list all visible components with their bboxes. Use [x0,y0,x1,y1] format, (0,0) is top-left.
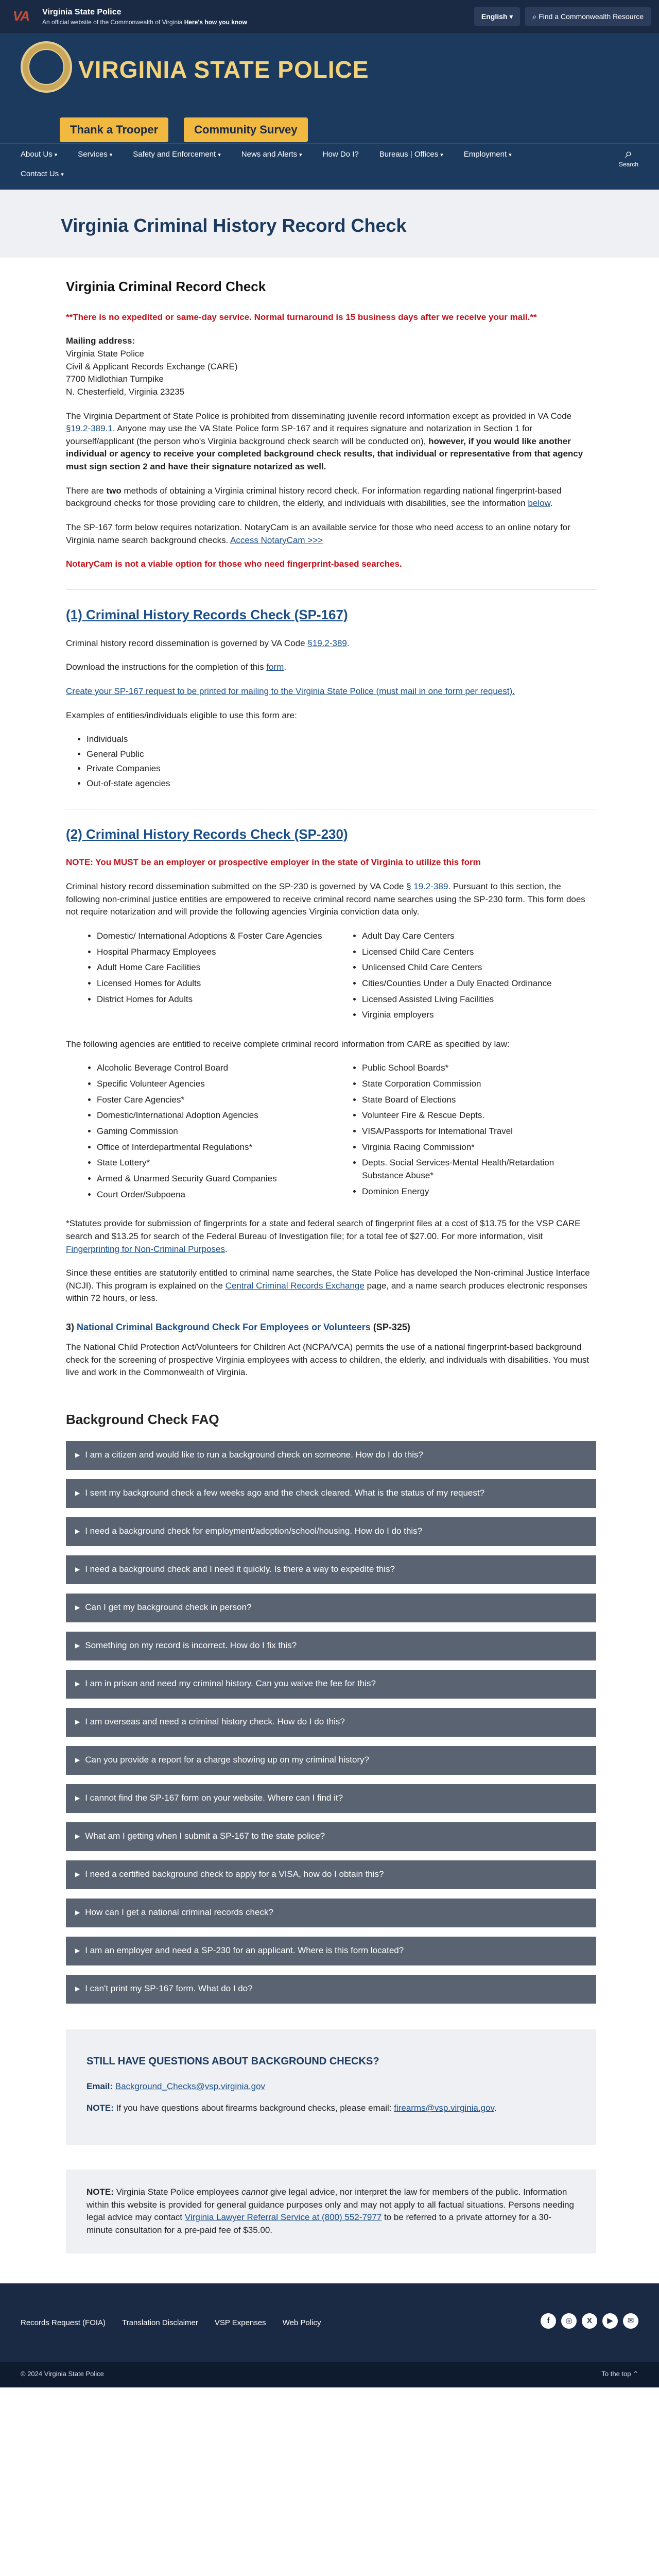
questions-box [66,2029,596,2145]
list-item: • Virginia employers [362,1009,596,1022]
gov-topbar [0,0,659,33]
email-icon[interactable]: ✉ [623,2313,638,2329]
footer-link-translation[interactable]: Translation Disclaimer [122,2318,198,2327]
list-item: • Private Companies [86,762,596,775]
youtube-icon[interactable]: ▶ [602,2313,618,2329]
notarycam-paragraph: The SP-167 form below requires notarization. NotaryCam is an available service for those who need access to an online notary for Virginia name search background checks. Access NotaryCam >>> [66,522,570,545]
faq-item[interactable]: ▶ I am a citizen and would like to run a background check on someone. How do I do this? [66,1441,596,1470]
footer-link-foia[interactable]: Records Request (FOIA) [21,2318,106,2327]
fingerprinting-link[interactable]: Fingerprinting for Non-Criminal Purposes [66,1244,225,1254]
list-item: • Depts. Social Services-Mental Health/Retardation Substance Abuse* [362,1157,596,1182]
caret-right-icon: ▶ [75,1451,80,1459]
list-item: • Licensed Homes for Adults [97,977,331,990]
list-item: • Adult Home Care Facilities [97,961,331,974]
va-code-19-2-389-link-2[interactable]: § 19.2-389 [406,882,448,892]
sp167-eligible: Examples of entities/individuals eligible to use this form are: [66,710,297,720]
legal-disclaimer: NOTE: Virginia State Police employees cannot give legal advice, nor interpret the law for members of the public. Information within this website is provided for general guidance purposes only and may not apply to all factual situations. Persons needing legal advice may contact Virginia Lawyer Referral Service at (800) 552-7977 to be referred to a private attorney for a 30-minute consultation for a pre-paid fee of $35.00. [66,2170,596,2253]
list-item: • District Homes for Adults [97,993,331,1006]
questions-email: Email: Background_Checks@vsp.virginia.gov [86,2081,266,2091]
list-item: • Unlicensed Child Care Centers [362,961,596,974]
list-item: • Specific Volunteer Agencies [97,1078,331,1091]
footer-bottom-bar [0,2362,659,2387]
list-item: • Hospital Pharmacy Employees [97,946,331,959]
create-sp167-link[interactable]: Create your SP-167 request to be printed for mailing to the Virginia State Police (must mail in one form per request). [66,686,515,696]
main-content [66,258,596,2253]
language-select[interactable]: English ▾ [474,7,520,26]
faq-item[interactable]: ▶ I cannot find the SP-167 form on your website. Where can I find it? [66,1784,596,1813]
list-item: • State Lottery* [97,1157,331,1170]
state-police-seal[interactable] [21,41,72,93]
chevron-down-icon: ▾ [218,152,221,158]
va-code-19-2-389-link[interactable]: §19.2-389 [307,638,347,648]
caret-right-icon: ▶ [75,1680,80,1688]
list-item: • Out-of-state agencies [86,777,596,790]
search-icon: ⌕ [625,145,633,161]
background-checks-email-link[interactable]: Background_Checks@vsp.virginia.gov [115,2081,266,2091]
to-top-link[interactable]: To the top ⌃ [601,2370,638,2378]
caret-right-icon: ▶ [75,1566,80,1573]
central-records-link[interactable]: Central Criminal Records Exchange [225,1280,365,1291]
caret-right-icon: ▶ [75,1756,80,1764]
caret-right-icon: ▶ [75,1794,80,1802]
turnaround-notice: **There is no expedited or same-day service. Normal turnaround is 15 business days after we receive your mail.** [66,312,537,322]
caret-right-icon: ▶ [75,1871,80,1878]
juvenile-record-paragraph: The Virginia Department of State Police is prohibited from disseminating juvenile record information except as provided in VA Code §19.2-389.1. Anyone may use the VA State Police form SP-167 and it requires signature and notarization in Section 1 for yourself/applicant (the person who's Virginia background check search will be conducted on), however, if you would like another individual or agency to receive your completed background check results, that individual or representative from that agency must sign section 2 and have their signature notarized as well. [66,411,583,472]
nav-news[interactable]: News and Alerts ▾ [241,150,302,159]
notarycam-warning: NotaryCam is not a viable option for those who need fingerprint-based searches. [66,559,402,569]
faq-item[interactable]: ▶ What am I getting when I submit a SP-167 to the state police? [66,1822,596,1851]
care-agencies-intro: The following agencies are entitled to receive complete criminal record information from CARE as specified by law: [66,1039,510,1049]
faq-item[interactable]: ▶ I need a certified background check to apply for a VISA, how do I obtain this? [66,1860,596,1889]
care-agencies-list [86,1062,596,1204]
caret-right-icon: ▶ [75,1909,80,1917]
main-nav [0,143,659,190]
list-item: • Adult Day Care Centers [362,930,596,943]
list-item: • VISA/Passports for International Travel [362,1125,596,1138]
list-item: • State Board of Elections [362,1094,596,1107]
nav-employment[interactable]: Employment ▾ [463,150,512,159]
how-you-know-link[interactable]: Here's how you know [184,18,247,26]
ncji-paragraph: Since these entities are statutorily entitled to criminal name searches, the State Police has developed the Non-criminal Justice Interface (NCJI). This program is explained on the Central Criminal Records Exchange page, and a name search produces electronic responses within 72 hours, or less. [66,1268,590,1303]
caret-right-icon: ▶ [75,1528,80,1535]
community-survey-button[interactable]: Community Survey [184,117,308,142]
list-item: • Armed & Unarmed Security Guard Companies [97,1173,331,1185]
list-item: • Cities/Counties Under a Duly Enacted Ordinance [362,977,596,990]
faq-list [66,1441,596,2004]
firearms-note: NOTE: If you have questions about firearms background checks, please email: firearms@vsp.virginia.gov. [86,2103,497,2113]
methods-paragraph: There are two methods of obtaining a Virginia criminal history record check. For information regarding national fingerprint-based background checks for those providing care to children, the elderly, and individuals with disabilities, see the information below. [66,485,562,509]
section-title: Virginia Criminal Record Check [66,279,266,294]
list-item: • Office of Interdepartmental Regulations* [97,1141,331,1154]
list-item: • Dominion Energy [362,1185,596,1198]
caret-right-icon: ▶ [75,1985,80,1993]
faq-item[interactable]: ▶ Can I get my background check in person? [66,1594,596,1622]
footer-link-expenses[interactable]: VSP Expenses [214,2318,266,2327]
gov-agency-name: Virginia State Police [42,7,122,16]
sp230-governed: Criminal history record dissemination submitted on the SP-230 is governed by VA Code § 19.2-389. Pursuant to this section, the following non-criminal justice entities are empowered to receive criminal record name searches using the SP-230 form. This form does not require notarization and will provide the following agencies Virginia conviction data only. [66,882,585,917]
list-item: • Domestic/International Adoption Agencies [97,1109,331,1122]
search-icon: ⌕ [532,12,537,21]
list-item: • Domestic/ International Adoptions & Foster Care Agencies [97,930,331,943]
footer-link-web-policy[interactable]: Web Policy [282,2318,321,2327]
site-search-button[interactable]: ⌕ Search [618,145,638,168]
faq-item[interactable]: ▶ I am in prison and need my criminal history. Can you waive the fee for this? [66,1670,596,1699]
faq-item[interactable]: ▶ I am an employer and need a SP-230 for an applicant. Where is this form located? [66,1937,596,1965]
nav-services[interactable]: Services ▾ [78,150,113,159]
chevron-down-icon: ▾ [54,152,58,158]
list-item: • Court Order/Subpoena [97,1189,331,1201]
list-item: • General Public [86,748,596,761]
questions-title: STILL HAVE QUESTIONS ABOUT BACKGROUND CHECKS? [86,2055,379,2067]
sp230-note: NOTE: You MUST be an employer or prospective employer in the state of Virginia to utilize this form [66,857,481,868]
sp230-entities-list [86,930,596,1025]
lawyer-referral-link[interactable]: Virginia Lawyer Referral Service at (800) 552-7977 [184,2212,382,2223]
site-footer [0,2283,659,2362]
nav-safety[interactable]: Safety and Enforcement ▾ [133,150,221,159]
chevron-down-icon: ▾ [440,152,443,158]
list-item: • Gaming Commission [97,1125,331,1138]
faq-item[interactable]: ▶ Can you provide a report for a charge showing up on my criminal history? [66,1746,596,1775]
find-resource-button[interactable]: ⌕ Find a Commonwealth Resource [525,7,651,26]
sp167-create [66,685,596,698]
chevron-down-icon: ▾ [509,152,512,158]
below-link[interactable]: below [528,498,550,509]
faq-item[interactable]: ▶ I am overseas and need a criminal history check. How do I do this? [66,1708,596,1737]
faq-item[interactable]: ▶ Something on my record is incorrect. How do I fix this? [66,1632,596,1660]
thank-trooper-button[interactable]: Thank a Trooper [60,117,168,142]
nav-bureaus[interactable]: Bureaus | Offices ▾ [379,150,443,159]
list-item: • Foster Care Agencies* [97,1094,331,1107]
caret-right-icon: ▶ [75,1718,80,1726]
mailing-address: Mailing address: Virginia State Police Civil & Applicant Records Exchange (CARE) 7700 Midlothian Turnpike N. Chesterfield, Virginia 23235 [66,336,238,397]
nav-about-us[interactable]: About Us ▾ [21,150,58,159]
list-item: • State Corporation Commission [362,1078,596,1091]
list-item: • Alcoholic Beverage Control Board [97,1062,331,1075]
faq-item[interactable]: ▶ I sent my background check a few weeks ago and the check cleared. What is the status of my request? [66,1479,596,1508]
faq-title: Background Check FAQ [66,1412,219,1428]
national-background-check-link[interactable]: National Criminal Background Check For Employees or Volunteers [77,1322,371,1333]
notarycam-link[interactable]: Access NotaryCam >>> [230,535,323,545]
section-sp230-title[interactable]: (2) Criminal History Records Check (SP-230) [66,809,596,844]
x-twitter-icon[interactable]: X [582,2313,597,2329]
list-item: • Licensed Assisted Living Facilities [362,993,596,1006]
firearms-email-link[interactable]: firearms@vsp.virginia.gov [394,2103,494,2113]
list-item: • Individuals [86,733,596,746]
site-header [0,33,659,143]
site-title[interactable]: VIRGINIA STATE POLICE [78,56,369,83]
nav-contact-us[interactable]: Contact Us ▾ [21,169,64,178]
sp167-instructions: Download the instructions for the completion of this form. [66,662,287,672]
caret-right-icon: ▶ [75,1947,80,1955]
nav-how-do-i[interactable]: How Do I? [322,150,359,159]
faq-item[interactable]: ▶ I need a background check for employment/adoption/school/housing. How do I do this? [66,1517,596,1546]
caret-right-icon: ▶ [75,1642,80,1650]
sp167-eligible-list [86,733,596,790]
chevron-down-icon: ▾ [61,171,64,178]
chevron-down-icon: ▾ [509,12,513,21]
instructions-form-link[interactable]: form [266,662,284,672]
faq-item[interactable]: ▶ I can't print my SP-167 form. What do I do? [66,1975,596,2004]
list-item: • Licensed Child Care Centers [362,946,596,959]
va-code-link[interactable]: §19.2-389.1 [66,423,113,434]
chevron-down-icon: ▾ [299,152,302,158]
section-sp167-title[interactable]: (1) Criminal History Records Check (SP-167) [66,589,596,625]
fingerprint-fee-paragraph: *Statutes provide for submission of fingerprints for a state and federal search of fingerprint files at a cost of $13.75 for the VSP CARE search and $13.25 for search of the Federal Bureau of Investigation file; for a total fee of $27.00. For more information, visit Fingerprinting for Non-Criminal Purposes. [66,1218,581,1254]
faq-item[interactable]: ▶ I need a background check and I need it quickly. Is there a way to expedite this? [66,1555,596,1584]
sp167-governed: Criminal history record dissemination is governed by VA Code §19.2-389. [66,638,350,648]
virginia-logo[interactable]: VA [12,8,30,24]
chevron-down-icon: ▾ [109,152,113,158]
list-item: • Virginia Racing Commission* [362,1141,596,1154]
copyright: © 2024 Virginia State Police [21,2370,104,2378]
official-notice: An official website of the Commonwealth of Virginia [42,18,183,26]
list-item: • Volunteer Fire & Rescue Depts. [362,1109,596,1122]
page-title-band [0,190,659,258]
facebook-icon[interactable]: f [541,2313,556,2329]
section-sp325-title: 3) National Criminal Background Check For Employees or Volunteers (SP-325) [66,1322,410,1333]
caret-right-icon: ▶ [75,1489,80,1497]
caret-right-icon: ▶ [75,1833,80,1840]
ncpa-paragraph: The National Child Protection Act/Volunteers for Children Act (NCPA/VCA) permits the use of a national fingerprint-based background check for the screening of prospective Virginia employees with access to children, the elderly, and individuals with disabilities. You must live and work in the Commonwealth of Virginia. [66,1342,589,1378]
page-title: Virginia Criminal History Record Check [61,215,407,236]
caret-right-icon: ▶ [75,1604,80,1612]
list-item: • Public School Boards* [362,1062,596,1075]
instagram-icon[interactable]: ◎ [561,2313,577,2329]
faq-item[interactable]: ▶ How can I get a national criminal records check? [66,1899,596,1927]
